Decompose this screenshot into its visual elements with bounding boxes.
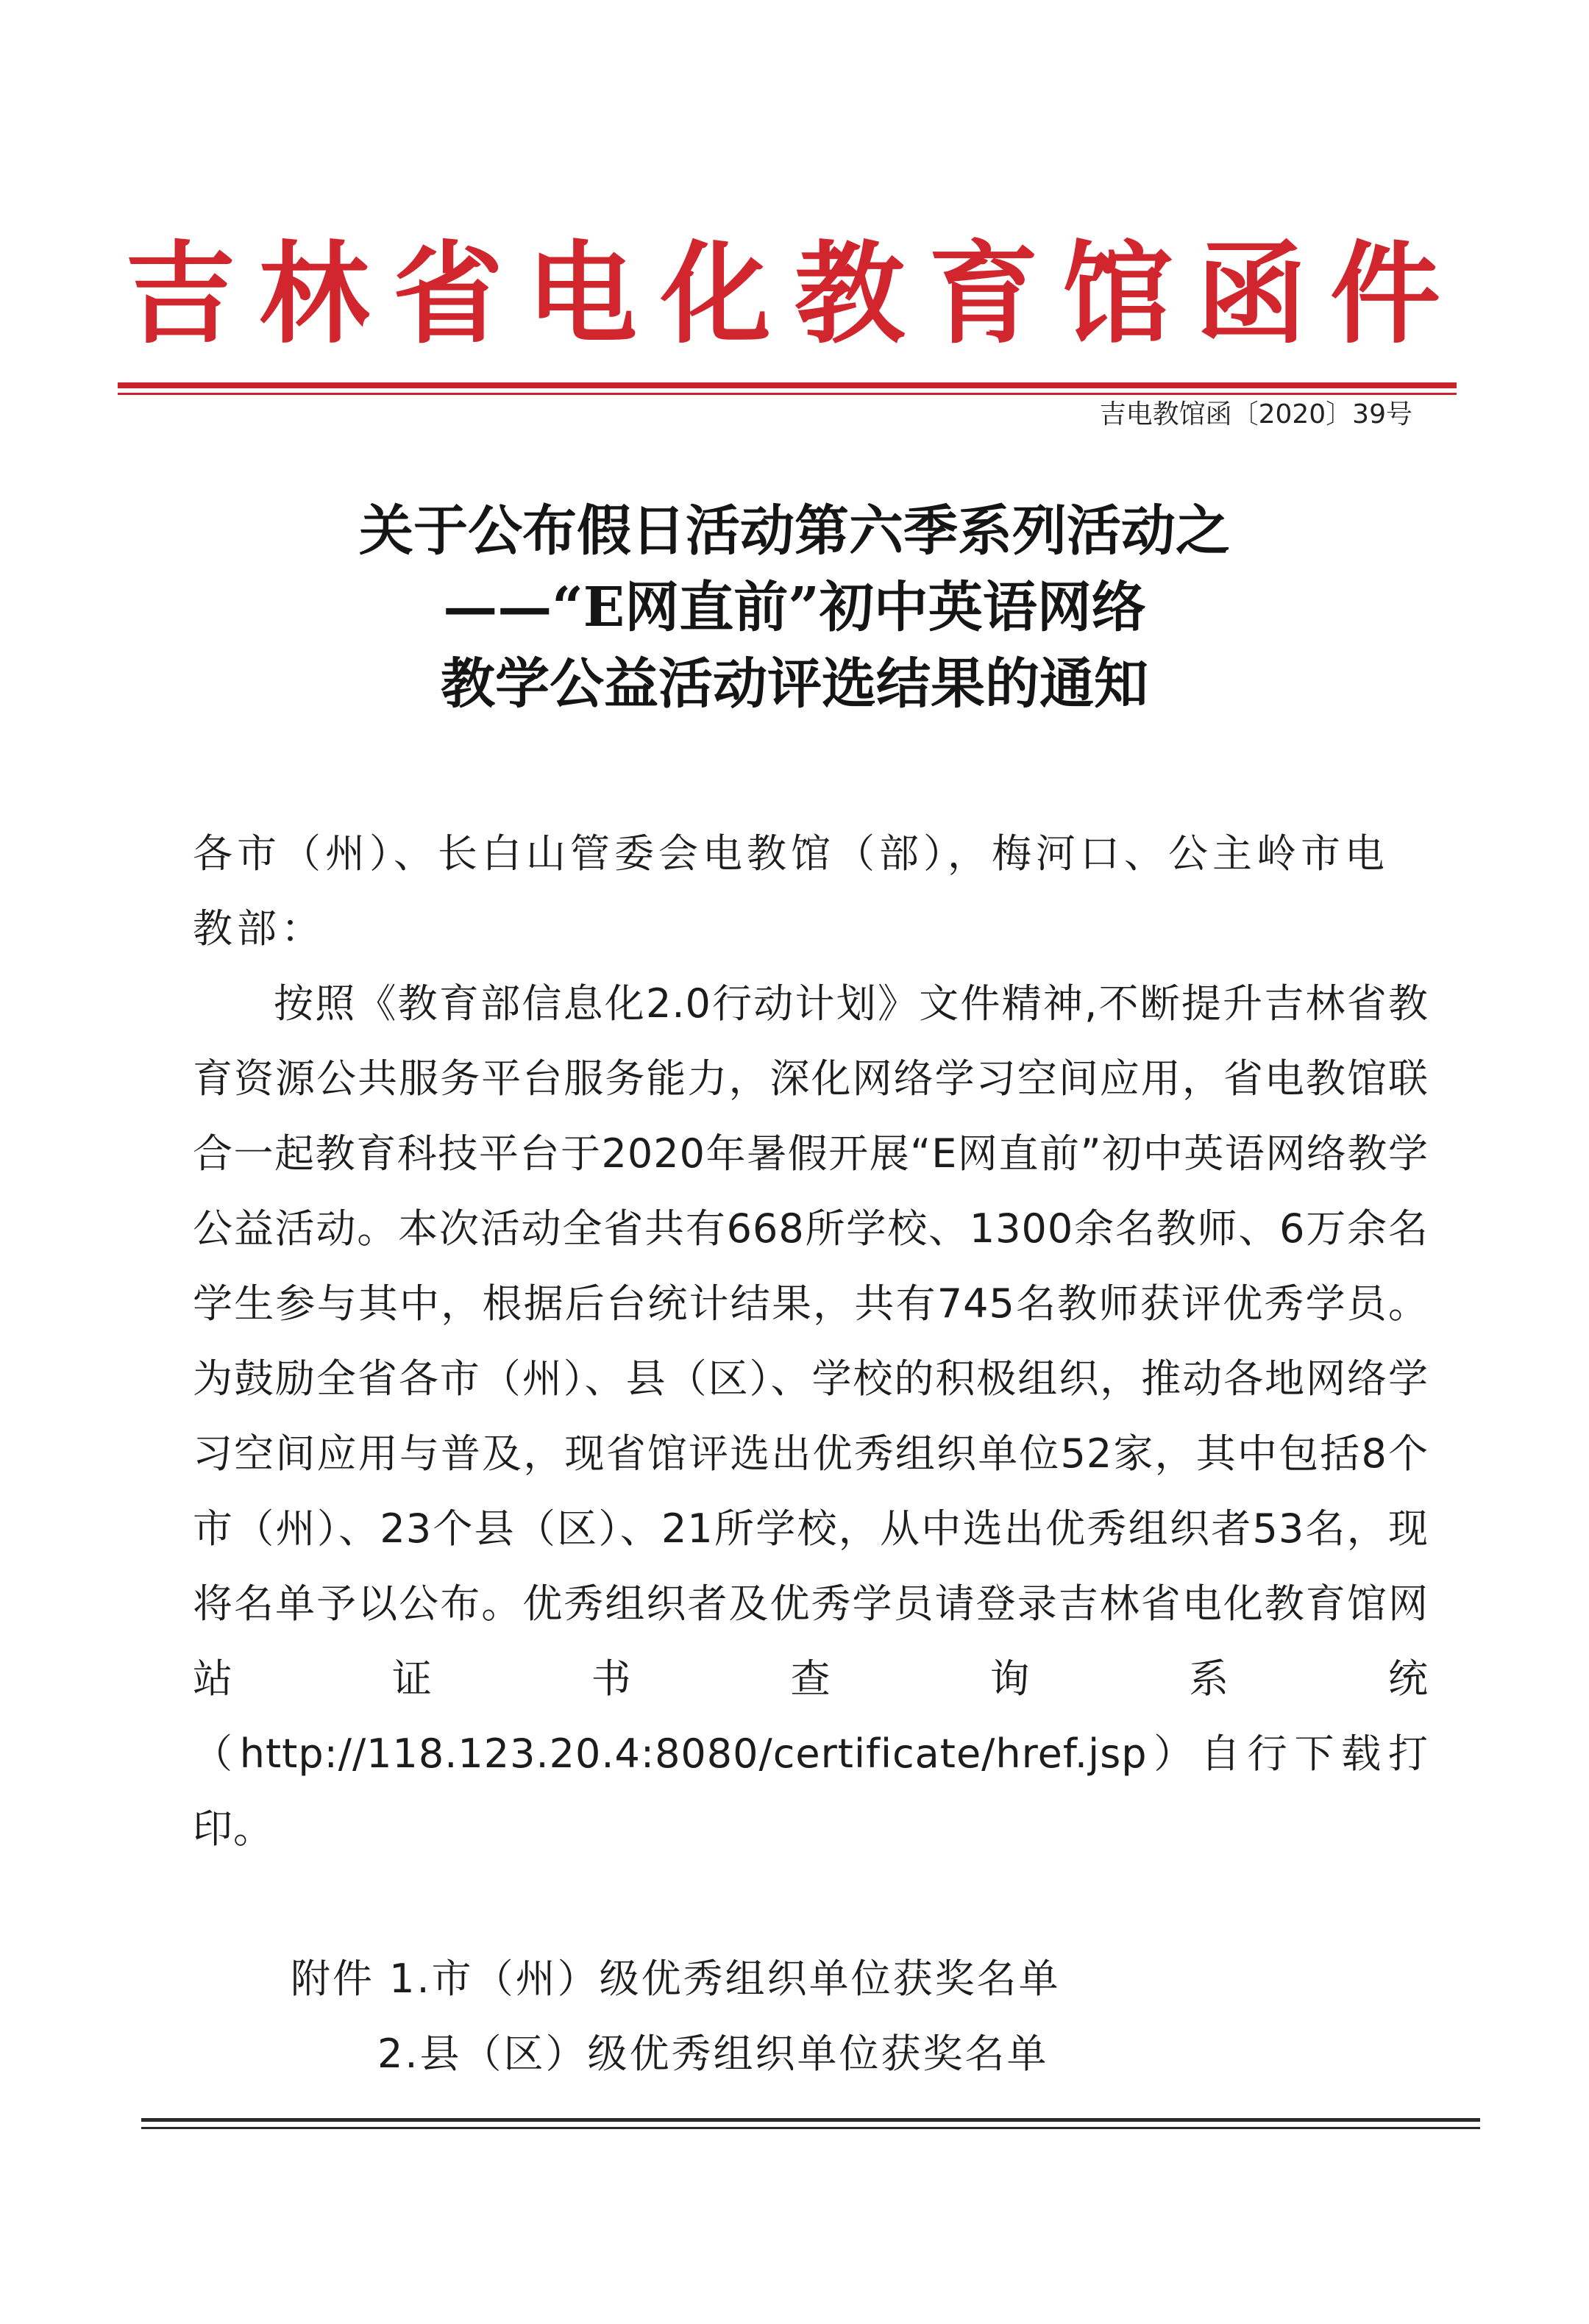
attachment-item-2: 2.县（区）级优秀组织单位获奖名单 <box>377 2031 1049 2077</box>
footer-rule-thin <box>141 2127 1480 2129</box>
body-paragraph: 按照《教育部信息化2.0行动计划》文件精神,不断提升吉林省教育资源公共服务平台服务能力，深化网络学习空间应用，省电教馆联合一起教育科技平台于2020年暑假开展“E网直前”初中英语网络教学公益活动。本次活动全省共有668所学校、1300余名教师、6万余名学生参与其中，根据后台统计结果，共有745名教师获评优秀学员。为鼓励全省各市（州）、县（区）、学校的积极组织，推动各地网络学习空间应用与普及，现省馆评选出优秀组织单位52家，其中包括8个市（州）、23个县（区）、21所学校，从中选出优秀组织者53名，现将名单予以公布。优秀组织者及优秀学员请登录吉林省电化教育馆网站证书查询系统（http://118.123.20.4:8080/certificate/href.jsp）自行下载打印。 <box>193 980 1429 1852</box>
letterhead-rule-thick <box>118 382 1457 388</box>
notice-title <box>147 493 1442 722</box>
footer-rule-thick <box>141 2118 1480 2122</box>
attachment-item-1: 附件 1.市（州）级优秀组织单位获奖名单 <box>291 1956 1061 2002</box>
letterhead-title: 吉林省电化教育馆函件 <box>124 229 1464 359</box>
attachment-list <box>291 1942 1061 2092</box>
salutation: 各市（州）、长白山管委会电教馆（部），梅河口、公主岭市电教部： <box>193 830 1389 952</box>
notice-title-line-2: ——“E网直前”初中英语网络 <box>443 576 1146 639</box>
document-number: 吉电教馆函〔2020〕39号 <box>1099 399 1412 429</box>
notice-title-line-3: 教学公益活动评选结果的通知 <box>441 652 1148 716</box>
notice-title-line-1: 关于公布假日活动第六季系列活动之 <box>359 499 1230 563</box>
notice-body <box>193 816 1429 1867</box>
